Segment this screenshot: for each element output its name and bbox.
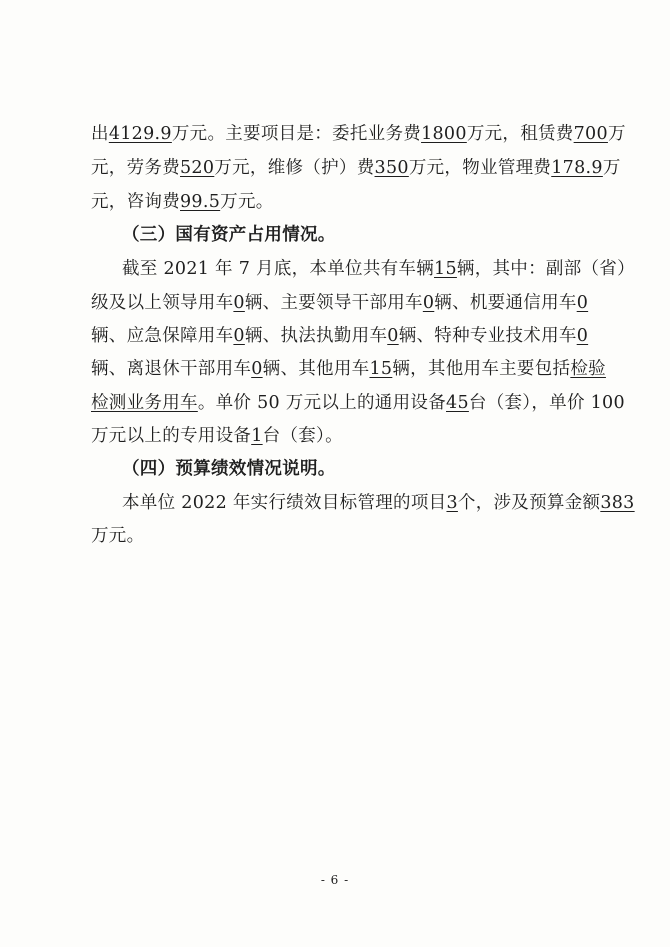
body-line (91, 391, 625, 415)
amount-value: 178.9 (551, 158, 603, 178)
text: 元，咨询费 (91, 192, 180, 212)
text: 截至 2021 年 7 月底，本单位共有车辆 (122, 259, 435, 279)
amount-value: 99.5 (180, 192, 221, 212)
text: 万元。 (91, 526, 145, 546)
text: 。单价 50 万元以上的通用设备 (197, 393, 447, 413)
amount-value: 520 (180, 158, 215, 178)
count-value: 0 (233, 293, 245, 313)
count-value: 0 (576, 293, 589, 313)
count-value: 0 (422, 293, 435, 313)
body-line (122, 257, 635, 281)
body-line (91, 156, 621, 180)
text: 万元以上的专用设备 (91, 426, 252, 446)
text: 万元，租赁费 (466, 124, 574, 144)
text: 万 (607, 124, 626, 144)
underlined-text: 检验 (570, 359, 606, 379)
text: 台（套），单价 100 (468, 393, 625, 413)
body-line (91, 324, 588, 348)
text: 辆、主要领导干部用车 (244, 293, 423, 313)
amount-value: 4129.9 (108, 124, 172, 144)
section-heading: （三）国有资产占用情况。 (122, 225, 336, 245)
page-number: - 6 - (320, 873, 350, 887)
section-heading: （四）预算绩效情况说明。 (122, 459, 336, 479)
count-value: 45 (446, 393, 469, 413)
body-line (91, 122, 626, 146)
text: 个，涉及预算金额 (457, 493, 601, 513)
amount-value: 383 (600, 493, 635, 513)
text: 万元。 (220, 192, 274, 212)
underlined-text: 检测业务用车 (91, 393, 198, 413)
body-line (91, 524, 144, 548)
text: 台（套）。 (262, 426, 343, 446)
text: 辆，其他用车主要包括 (392, 359, 571, 379)
text: 辆，其中：副部（省） (456, 259, 635, 279)
count-value: 0 (576, 326, 589, 346)
body-line (91, 190, 274, 214)
text: 元，劳务费 (91, 158, 180, 178)
count-value: 15 (369, 359, 393, 379)
text: 万 (602, 158, 621, 178)
count-value: 0 (251, 359, 263, 379)
count-value: 0 (233, 326, 245, 346)
text: 万元。主要项目是：委托业务费 (171, 124, 422, 144)
body-line (91, 291, 588, 315)
text: 本单位 2022 年实行绩效目标管理的项目 (122, 493, 447, 513)
body-line (91, 357, 606, 381)
amount-value: 700 (573, 124, 608, 144)
text: 级及以上领导用车 (91, 293, 234, 313)
count-value: 1 (251, 426, 263, 446)
text: 辆、执法执勤用车 (244, 326, 388, 346)
text: 辆、机要通信用车 (434, 293, 577, 313)
text: 辆、应急保障用车 (91, 326, 234, 346)
count-value: 3 (446, 493, 458, 513)
text: 辆、特种专业技术用车 (398, 326, 577, 346)
text: 万元，维修（护）费 (214, 158, 375, 178)
text: 出 (91, 124, 109, 144)
body-line (122, 491, 635, 515)
text: 辆、离退休干部用车 (91, 359, 252, 379)
text: 万元，物业管理费 (408, 158, 552, 178)
body-line (91, 424, 343, 448)
count-value: 15 (434, 259, 457, 279)
count-value: 0 (387, 326, 399, 346)
amount-value: 1800 (421, 124, 467, 144)
text: 辆、其他用车 (262, 359, 370, 379)
amount-value: 350 (374, 158, 409, 178)
